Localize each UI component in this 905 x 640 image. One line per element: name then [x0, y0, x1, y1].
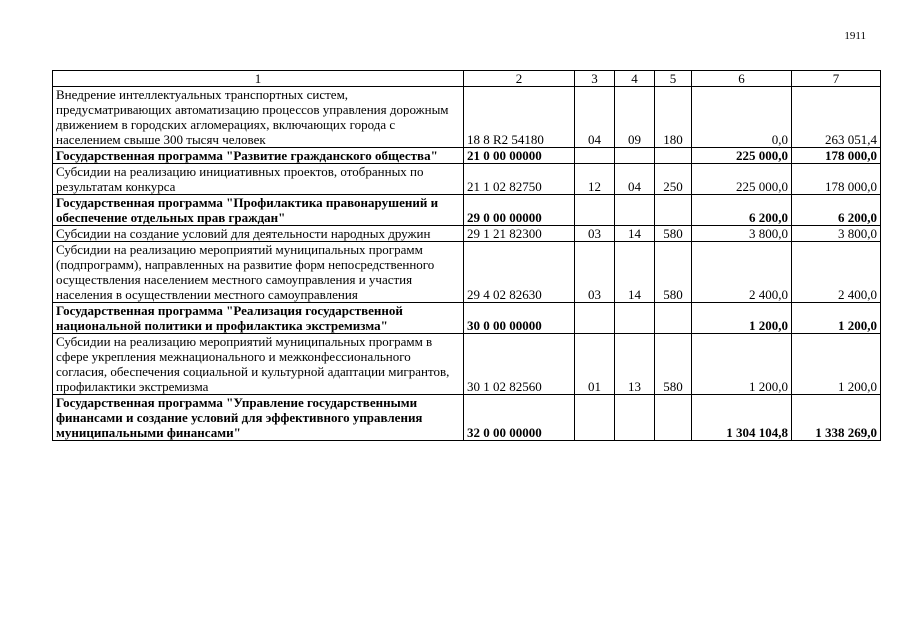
table-row [53, 242, 881, 303]
row-col-4: 09 [615, 87, 655, 148]
row-name: Государственная программа "Развитие гражданского общества" [53, 148, 464, 164]
row-col-3: 03 [575, 226, 615, 242]
row-col-5 [655, 195, 692, 226]
row-col-3: 01 [575, 334, 615, 395]
row-col-5 [655, 148, 692, 164]
column-header-5: 5 [655, 71, 692, 87]
row-col-4: 14 [615, 242, 655, 303]
row-col-4 [615, 148, 655, 164]
row-col-7: 6 200,0 [792, 195, 881, 226]
column-header-6: 6 [692, 71, 792, 87]
column-header-7: 7 [792, 71, 881, 87]
row-col-5: 580 [655, 226, 692, 242]
table-row [53, 334, 881, 395]
row-col-7: 3 800,0 [792, 226, 881, 242]
row-col-6: 225 000,0 [692, 164, 792, 195]
row-code: 32 0 00 00000 [464, 395, 575, 441]
table-row [53, 87, 881, 148]
page-number: 1911 [844, 30, 866, 42]
row-col-3: 12 [575, 164, 615, 195]
row-name: Субсидии на создание условий для деятельности народных дружин [53, 226, 464, 242]
row-col-6: 0,0 [692, 87, 792, 148]
row-name: Внедрение интеллектуальных транспортных систем, предусматривающих автоматизацию процессов управления дорожным движением в городских агломерациях, включающих города с населением свыше 300 тысяч человек [53, 87, 464, 148]
column-header-1: 1 [53, 71, 464, 87]
row-name: Субсидии на реализацию мероприятий муниципальных программ (подпрограмм), направленных на развитие форм непосредственного осуществления населением местного самоуправления и участия населения в осуществлении местного самоуправления [53, 242, 464, 303]
row-col-7: 1 200,0 [792, 334, 881, 395]
row-col-7: 178 000,0 [792, 148, 881, 164]
row-col-3: 04 [575, 87, 615, 148]
row-name: Субсидии на реализацию инициативных проектов, отобранных по результатам конкурса [53, 164, 464, 195]
row-col-3 [575, 195, 615, 226]
row-col-7: 1 338 269,0 [792, 395, 881, 441]
row-col-4: 13 [615, 334, 655, 395]
row-col-4 [615, 303, 655, 334]
row-code: 21 0 00 00000 [464, 148, 575, 164]
row-col-3 [575, 395, 615, 441]
row-col-5: 580 [655, 242, 692, 303]
row-col-6: 1 200,0 [692, 303, 792, 334]
row-col-7: 178 000,0 [792, 164, 881, 195]
row-name: Государственная программа "Реализация государственной национальной политики и профилактика экстремизма" [53, 303, 464, 334]
table-row [53, 148, 881, 164]
table-row [53, 195, 881, 226]
row-code: 30 0 00 00000 [464, 303, 575, 334]
row-code: 29 0 00 00000 [464, 195, 575, 226]
row-col-3 [575, 303, 615, 334]
row-col-6: 225 000,0 [692, 148, 792, 164]
row-col-4: 14 [615, 226, 655, 242]
row-col-6: 2 400,0 [692, 242, 792, 303]
row-name: Государственная программа "Управление государственными финансами и создание условий для эффективного управления муниципальными финансами" [53, 395, 464, 441]
row-code: 18 8 R2 54180 [464, 87, 575, 148]
row-col-3: 03 [575, 242, 615, 303]
row-col-4: 04 [615, 164, 655, 195]
row-name: Субсидии на реализацию мероприятий муниципальных программ в сфере укрепления межнационального и межконфессионального согласия, обеспечения социальной и культурной адаптации мигрантов, профилактики экстремизма [53, 334, 464, 395]
row-col-6: 3 800,0 [692, 226, 792, 242]
row-col-7: 263 051,4 [792, 87, 881, 148]
column-header-3: 3 [575, 71, 615, 87]
row-col-4 [615, 195, 655, 226]
column-header-4: 4 [615, 71, 655, 87]
row-col-4 [615, 395, 655, 441]
budget-table [52, 70, 881, 441]
row-code: 29 1 21 82300 [464, 226, 575, 242]
row-code: 29 4 02 82630 [464, 242, 575, 303]
row-col-6: 1 304 104,8 [692, 395, 792, 441]
table-row [53, 226, 881, 242]
row-name: Государственная программа "Профилактика правонарушений и обеспечение отдельных прав граждан" [53, 195, 464, 226]
row-col-5 [655, 303, 692, 334]
header-row [53, 71, 881, 87]
row-col-6: 1 200,0 [692, 334, 792, 395]
table-row [53, 164, 881, 195]
row-col-6: 6 200,0 [692, 195, 792, 226]
row-col-5 [655, 395, 692, 441]
row-col-5: 580 [655, 334, 692, 395]
table-row [53, 303, 881, 334]
row-col-5: 250 [655, 164, 692, 195]
row-col-5: 180 [655, 87, 692, 148]
row-col-7: 1 200,0 [792, 303, 881, 334]
row-code: 21 1 02 82750 [464, 164, 575, 195]
table-row [53, 395, 881, 441]
row-col-7: 2 400,0 [792, 242, 881, 303]
row-col-3 [575, 148, 615, 164]
column-header-2: 2 [464, 71, 575, 87]
row-code: 30 1 02 82560 [464, 334, 575, 395]
